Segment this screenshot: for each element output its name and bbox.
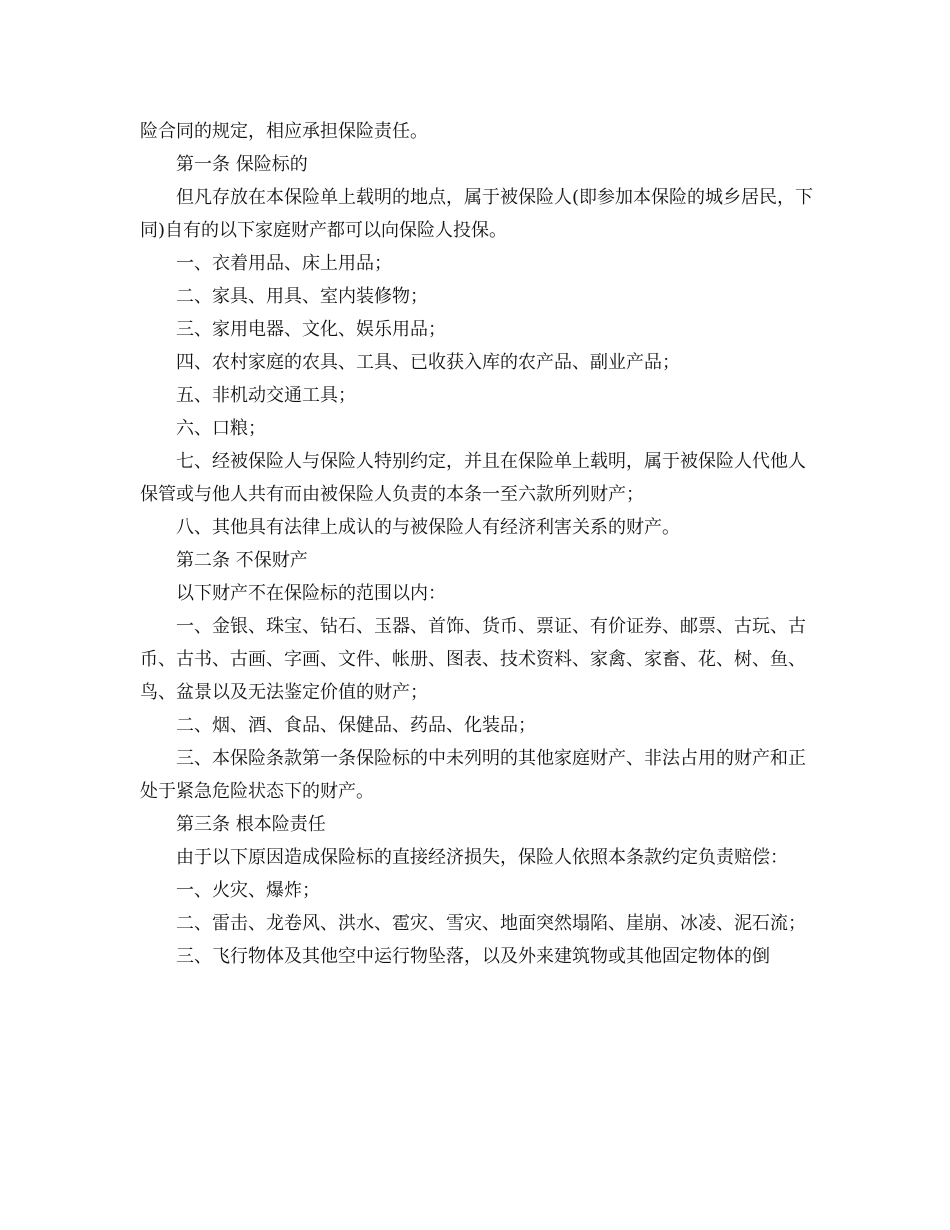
document-body: [140, 115, 815, 973]
list-item: 二、家具、用具、室内装修物；: [176, 286, 428, 307]
list-item: 三、飞行物体及其他空中运行物坠落，以及外来建筑物或其他固定物体的倒: [176, 946, 770, 967]
list-item: 一、金银、珠宝、钻石、玉器、首饰、货币、票证、有价证券、邮票、古玩、古币、古书、古画、字画、文件、帐册、图表、技术资料、家禽、家畜、花、树、鱼、鸟、盆景以及无法鉴定价值的财产；: [140, 616, 806, 703]
list-item: 六、口粮；: [176, 418, 266, 439]
article-2-heading: 第二条 不保财产: [176, 550, 308, 571]
list-item: 八、其他具有法律上成认的与被保险人有经济利害关系的财产。: [176, 517, 680, 538]
list-item: 一、火灾、爆炸；: [176, 880, 320, 901]
paragraph: 由于以下原因造成保险标的直接经济损失，保险人依照本条款约定负责赔偿：: [176, 847, 788, 868]
paragraph: 以下财产不在保险标的范围以内：: [176, 583, 446, 604]
paragraph-continuation: 险合同的规定，相应承担保险责任。: [140, 121, 428, 142]
list-item: 三、家用电器、文化、娱乐用品；: [176, 319, 446, 340]
list-item: 四、农村家庭的农具、工具、已收获入库的农产品、副业产品；: [176, 352, 680, 373]
list-item: 七、经被保险人与保险人特别约定，并且在保险单上载明，属于被保险人代他人保管或与他人共有而由被保险人负责的本条一至六款所列财产；: [140, 451, 806, 505]
list-item: 五、非机动交通工具；: [176, 385, 356, 406]
article-3-heading: 第三条 根本险责任: [176, 814, 326, 835]
article-1-heading: 第一条 保险标的: [176, 154, 308, 175]
list-item: 二、雷击、龙卷风、洪水、雹灾、雪灾、地面突然塌陷、崖崩、冰凌、泥石流；: [176, 913, 806, 934]
list-item: 一、衣着用品、床上用品；: [176, 253, 392, 274]
list-item: 二、烟、酒、食品、保健品、药品、化装品；: [176, 715, 536, 736]
list-item: 三、本保险条款第一条保险标的中未列明的其他家庭财产、非法占用的财产和正处于紧急危险状态下的财产。: [140, 748, 806, 802]
paragraph: 但凡存放在本保险单上载明的地点，属于被保险人(即参加本保险的城乡居民，下同)自有的以下家庭财产都可以向保险人投保。: [140, 187, 814, 241]
